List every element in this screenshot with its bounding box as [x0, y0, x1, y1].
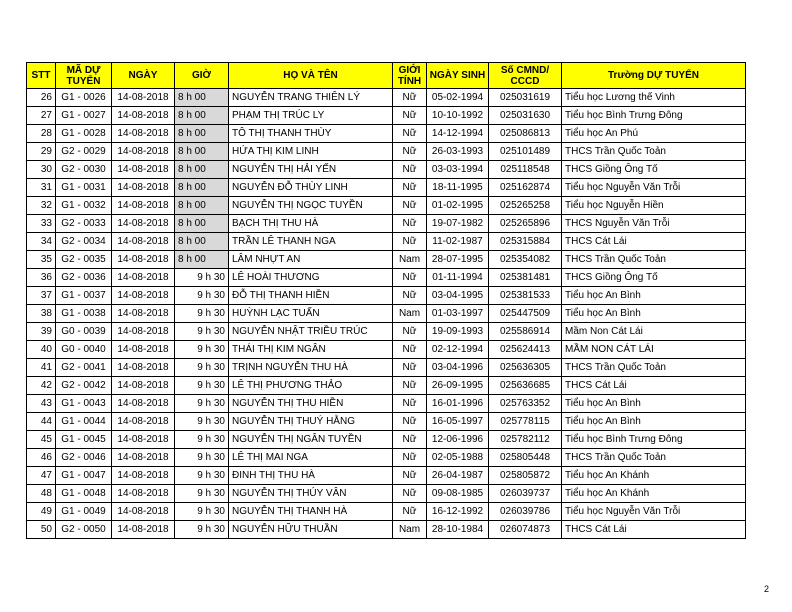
cell-stt: 45 — [27, 431, 56, 449]
cell-stt: 28 — [27, 125, 56, 143]
cell-school: Tiểu học An Bình — [562, 395, 746, 413]
cell-school: Tiểu học An Phú — [562, 125, 746, 143]
table-row — [27, 179, 746, 197]
header-name: HỌ VÀ TÊN — [229, 63, 393, 89]
cell-code: G1 - 0047 — [56, 467, 112, 485]
cell-time: 9 h 30 — [175, 269, 229, 287]
cell-stt: 46 — [27, 449, 56, 467]
table-row — [27, 485, 746, 503]
cell-date: 14-08-2018 — [112, 107, 175, 125]
cell-name: THÁI THỊ KIM NGÂN — [229, 341, 393, 359]
cell-time: 9 h 30 — [175, 359, 229, 377]
cell-id: 025162874 — [489, 179, 562, 197]
cell-time: 8 h 00 — [175, 215, 229, 233]
header-row — [27, 63, 746, 89]
table-row — [27, 197, 746, 215]
cell-stt: 33 — [27, 215, 56, 233]
cell-name: NGUYỄN TRANG THIÊN LÝ — [229, 89, 393, 107]
cell-name: NGUYỄN THỊ NGỌC TUYỀN — [229, 197, 393, 215]
cell-stt: 42 — [27, 377, 56, 395]
cell-time: 8 h 00 — [175, 179, 229, 197]
cell-school: THCS Giồng Ông Tố — [562, 269, 746, 287]
cell-dob: 16-05-1997 — [427, 413, 489, 431]
table-row — [27, 377, 746, 395]
cell-time: 9 h 30 — [175, 467, 229, 485]
cell-id: 025636305 — [489, 359, 562, 377]
cell-time: 8 h 00 — [175, 89, 229, 107]
header-gender: GIỚI TÍNH — [393, 63, 427, 89]
cell-dob: 16-01-1996 — [427, 395, 489, 413]
cell-gender: Nữ — [393, 287, 427, 305]
cell-date: 14-08-2018 — [112, 503, 175, 521]
cell-school: Tiểu học Nguyễn Văn Trỗi — [562, 503, 746, 521]
table-row — [27, 449, 746, 467]
cell-stt: 30 — [27, 161, 56, 179]
cell-id: 025315884 — [489, 233, 562, 251]
cell-id: 025636685 — [489, 377, 562, 395]
cell-stt: 44 — [27, 413, 56, 431]
cell-id: 025805448 — [489, 449, 562, 467]
cell-dob: 11-02-1987 — [427, 233, 489, 251]
cell-date: 14-08-2018 — [112, 323, 175, 341]
cell-time: 9 h 30 — [175, 521, 229, 539]
header-id: Số CMND/ CCCD — [489, 63, 562, 89]
cell-code: G2 - 0042 — [56, 377, 112, 395]
cell-gender: Nữ — [393, 503, 427, 521]
cell-gender: Nữ — [393, 125, 427, 143]
cell-school: THCS Cát Lái — [562, 521, 746, 539]
cell-code: G1 - 0049 — [56, 503, 112, 521]
cell-name: LÊ THỊ MAI NGA — [229, 449, 393, 467]
cell-stt: 29 — [27, 143, 56, 161]
cell-date: 14-08-2018 — [112, 269, 175, 287]
cell-date: 14-08-2018 — [112, 161, 175, 179]
cell-code: G2 - 0035 — [56, 251, 112, 269]
header-stt: STT — [27, 63, 56, 89]
cell-name: LÊ THỊ PHƯƠNG THẢO — [229, 377, 393, 395]
cell-time: 9 h 30 — [175, 449, 229, 467]
cell-school: Tiểu học Nguyễn Hiền — [562, 197, 746, 215]
cell-date: 14-08-2018 — [112, 359, 175, 377]
cell-school: Tiểu học An Bình — [562, 287, 746, 305]
cell-id: 025101489 — [489, 143, 562, 161]
cell-date: 14-08-2018 — [112, 197, 175, 215]
table-row — [27, 125, 746, 143]
table-row — [27, 269, 746, 287]
cell-id: 025381481 — [489, 269, 562, 287]
cell-code: G2 - 0030 — [56, 161, 112, 179]
cell-name: PHẠM THỊ TRÚC LY — [229, 107, 393, 125]
cell-time: 9 h 30 — [175, 377, 229, 395]
cell-dob: 02-12-1994 — [427, 341, 489, 359]
table-row — [27, 143, 746, 161]
cell-name: TRỊNH NGUYỄN THU HÀ — [229, 359, 393, 377]
cell-school: Tiểu học An Khánh — [562, 467, 746, 485]
table-row — [27, 305, 746, 323]
cell-code: G1 - 0028 — [56, 125, 112, 143]
table-body — [27, 89, 746, 539]
cell-time: 9 h 30 — [175, 305, 229, 323]
cell-school: Tiểu học Bình Trưng Đông — [562, 107, 746, 125]
cell-school: Mầm Non Cát Lái — [562, 323, 746, 341]
cell-school: Tiểu học Bình Trưng Đông — [562, 431, 746, 449]
header-code: MÃ DỰ TUYỂN — [56, 63, 112, 89]
cell-date: 14-08-2018 — [112, 305, 175, 323]
cell-code: G1 - 0027 — [56, 107, 112, 125]
cell-school: THCS Cát Lái — [562, 233, 746, 251]
cell-school: THCS Nguyễn Văn Trỗi — [562, 215, 746, 233]
cell-time: 9 h 30 — [175, 485, 229, 503]
cell-stt: 35 — [27, 251, 56, 269]
cell-dob: 05-02-1994 — [427, 89, 489, 107]
table-row — [27, 215, 746, 233]
cell-time: 9 h 30 — [175, 287, 229, 305]
cell-time: 8 h 00 — [175, 125, 229, 143]
cell-id: 025782112 — [489, 431, 562, 449]
table-row — [27, 323, 746, 341]
cell-id: 025354082 — [489, 251, 562, 269]
cell-gender: Nữ — [393, 179, 427, 197]
cell-name: HỨA THỊ KIM LINH — [229, 143, 393, 161]
cell-id: 025778115 — [489, 413, 562, 431]
cell-dob: 03-04-1996 — [427, 359, 489, 377]
cell-dob: 03-04-1995 — [427, 287, 489, 305]
cell-dob: 10-10-1992 — [427, 107, 489, 125]
cell-gender: Nữ — [393, 377, 427, 395]
cell-school: THCS Trần Quốc Toản — [562, 251, 746, 269]
table-row — [27, 521, 746, 539]
cell-gender: Nữ — [393, 89, 427, 107]
cell-code: G2 - 0034 — [56, 233, 112, 251]
cell-stt: 48 — [27, 485, 56, 503]
cell-gender: Nam — [393, 251, 427, 269]
table-row — [27, 359, 746, 377]
cell-gender: Nữ — [393, 197, 427, 215]
cell-id: 025586914 — [489, 323, 562, 341]
cell-name: BẠCH THỊ THU HÀ — [229, 215, 393, 233]
cell-id: 025118548 — [489, 161, 562, 179]
cell-dob: 12-06-1996 — [427, 431, 489, 449]
cell-stt: 47 — [27, 467, 56, 485]
cell-id: 025031619 — [489, 89, 562, 107]
cell-school: THCS Trần Quốc Toản — [562, 449, 746, 467]
cell-date: 14-08-2018 — [112, 215, 175, 233]
cell-dob: 26-04-1987 — [427, 467, 489, 485]
cell-code: G2 - 0041 — [56, 359, 112, 377]
cell-code: G1 - 0043 — [56, 395, 112, 413]
cell-code: G1 - 0032 — [56, 197, 112, 215]
cell-time: 8 h 00 — [175, 143, 229, 161]
cell-code: G2 - 0036 — [56, 269, 112, 287]
cell-stt: 43 — [27, 395, 56, 413]
cell-dob: 14-12-1994 — [427, 125, 489, 143]
cell-gender: Nữ — [393, 485, 427, 503]
cell-gender: Nữ — [393, 215, 427, 233]
cell-date: 14-08-2018 — [112, 233, 175, 251]
cell-id: 026039786 — [489, 503, 562, 521]
cell-school: Tiểu học An Khánh — [562, 485, 746, 503]
cell-date: 14-08-2018 — [112, 395, 175, 413]
table-header — [27, 63, 746, 89]
header-time: GIỜ — [175, 63, 229, 89]
cell-dob: 19-09-1993 — [427, 323, 489, 341]
cell-time: 8 h 00 — [175, 233, 229, 251]
cell-dob: 26-09-1995 — [427, 377, 489, 395]
cell-code: G1 - 0048 — [56, 485, 112, 503]
cell-stt: 31 — [27, 179, 56, 197]
cell-date: 14-08-2018 — [112, 89, 175, 107]
cell-gender: Nữ — [393, 395, 427, 413]
cell-code: G1 - 0031 — [56, 179, 112, 197]
cell-id: 025447509 — [489, 305, 562, 323]
cell-id: 025381533 — [489, 287, 562, 305]
cell-school: THCS Trần Quốc Toản — [562, 359, 746, 377]
cell-name: NGUYỄN THỊ NGÂN TUYỀN — [229, 431, 393, 449]
cell-stt: 50 — [27, 521, 56, 539]
cell-code: G2 - 0029 — [56, 143, 112, 161]
cell-time: 9 h 30 — [175, 431, 229, 449]
cell-id: 025086813 — [489, 125, 562, 143]
table-row — [27, 395, 746, 413]
cell-dob: 01-03-1997 — [427, 305, 489, 323]
cell-stt: 34 — [27, 233, 56, 251]
cell-name: ĐỖ THỊ THANH HIỀN — [229, 287, 393, 305]
cell-stt: 49 — [27, 503, 56, 521]
cell-gender: Nữ — [393, 323, 427, 341]
cell-name: NGUYỄN THỊ HẢI YẾN — [229, 161, 393, 179]
cell-gender: Nữ — [393, 269, 427, 287]
cell-gender: Nữ — [393, 431, 427, 449]
table-row — [27, 233, 746, 251]
cell-date: 14-08-2018 — [112, 143, 175, 161]
cell-date: 14-08-2018 — [112, 485, 175, 503]
table-row — [27, 89, 746, 107]
cell-time: 8 h 00 — [175, 197, 229, 215]
cell-name: LÊ HOÀI THƯƠNG — [229, 269, 393, 287]
cell-id: 025265896 — [489, 215, 562, 233]
cell-code: G1 - 0044 — [56, 413, 112, 431]
cell-code: G2 - 0046 — [56, 449, 112, 467]
cell-code: G0 - 0040 — [56, 341, 112, 359]
cell-stt: 26 — [27, 89, 56, 107]
cell-date: 14-08-2018 — [112, 125, 175, 143]
cell-dob: 03-03-1994 — [427, 161, 489, 179]
cell-time: 9 h 30 — [175, 323, 229, 341]
cell-dob: 01-11-1994 — [427, 269, 489, 287]
cell-name: TÔ THỊ THANH THÙY — [229, 125, 393, 143]
table-row — [27, 287, 746, 305]
cell-dob: 16-12-1992 — [427, 503, 489, 521]
cell-school: Tiểu học An Bình — [562, 305, 746, 323]
table-row — [27, 413, 746, 431]
cell-stt: 40 — [27, 341, 56, 359]
cell-stt: 37 — [27, 287, 56, 305]
cell-code: G2 - 0033 — [56, 215, 112, 233]
cell-code: G1 - 0045 — [56, 431, 112, 449]
cell-code: G1 - 0038 — [56, 305, 112, 323]
table-row — [27, 161, 746, 179]
cell-dob: 01-02-1995 — [427, 197, 489, 215]
cell-name: TRẦN LÊ THANH NGA — [229, 233, 393, 251]
cell-name: NGUYỄN THỊ THÚY VÂN — [229, 485, 393, 503]
table-row — [27, 251, 746, 269]
cell-gender: Nữ — [393, 467, 427, 485]
cell-time: 8 h 00 — [175, 107, 229, 125]
header-school: Trường DỰ TUYỂN — [562, 63, 746, 89]
cell-time: 9 h 30 — [175, 503, 229, 521]
cell-gender: Nữ — [393, 107, 427, 125]
candidate-table — [26, 62, 746, 539]
cell-id: 026039737 — [489, 485, 562, 503]
cell-date: 14-08-2018 — [112, 449, 175, 467]
table-row — [27, 107, 746, 125]
table-row — [27, 431, 746, 449]
cell-name: NGUYỄN THỊ THUÝ HẰNG — [229, 413, 393, 431]
cell-id: 025763352 — [489, 395, 562, 413]
cell-name: NGUYỄN NHẬT TRIỀU TRÚC — [229, 323, 393, 341]
cell-date: 14-08-2018 — [112, 431, 175, 449]
table-row — [27, 467, 746, 485]
cell-stt: 32 — [27, 197, 56, 215]
cell-stt: 41 — [27, 359, 56, 377]
cell-code: G0 - 0039 — [56, 323, 112, 341]
cell-time: 9 h 30 — [175, 413, 229, 431]
cell-code: G1 - 0026 — [56, 89, 112, 107]
cell-date: 14-08-2018 — [112, 377, 175, 395]
cell-name: NGUYỄN THỊ THANH HÀ — [229, 503, 393, 521]
cell-gender: Nữ — [393, 161, 427, 179]
cell-time: 9 h 30 — [175, 341, 229, 359]
cell-time: 8 h 00 — [175, 251, 229, 269]
cell-school: Tiểu học Lương thế Vinh — [562, 89, 746, 107]
cell-stt: 36 — [27, 269, 56, 287]
cell-school: THCS Cát Lái — [562, 377, 746, 395]
cell-gender: Nữ — [393, 143, 427, 161]
cell-dob: 19-07-1982 — [427, 215, 489, 233]
cell-school: THCS Giồng Ông Tố — [562, 161, 746, 179]
cell-name: LÂM NHỰT AN — [229, 251, 393, 269]
cell-name: NGUYỄN ĐỖ THÙY LINH — [229, 179, 393, 197]
cell-stt: 27 — [27, 107, 56, 125]
cell-name: NGUYỄN THỊ THU HIỀN — [229, 395, 393, 413]
cell-gender: Nữ — [393, 359, 427, 377]
cell-gender: Nữ — [393, 449, 427, 467]
cell-gender: Nữ — [393, 233, 427, 251]
cell-school: Tiểu học Nguyễn Văn Trỗi — [562, 179, 746, 197]
cell-date: 14-08-2018 — [112, 179, 175, 197]
cell-stt: 38 — [27, 305, 56, 323]
table-row — [27, 341, 746, 359]
table-row — [27, 503, 746, 521]
cell-gender: Nam — [393, 305, 427, 323]
cell-id: 026074873 — [489, 521, 562, 539]
cell-gender: Nữ — [393, 341, 427, 359]
cell-dob: 28-07-1995 — [427, 251, 489, 269]
cell-school: Tiểu học An Bình — [562, 413, 746, 431]
cell-code: G1 - 0037 — [56, 287, 112, 305]
cell-dob: 02-05-1988 — [427, 449, 489, 467]
cell-school: THCS Trần Quốc Toản — [562, 143, 746, 161]
cell-code: G2 - 0050 — [56, 521, 112, 539]
cell-gender: Nam — [393, 521, 427, 539]
cell-dob: 28-10-1984 — [427, 521, 489, 539]
cell-time: 9 h 30 — [175, 395, 229, 413]
cell-name: NGUYỄN HỮU THUẦN — [229, 521, 393, 539]
cell-date: 14-08-2018 — [112, 251, 175, 269]
cell-date: 14-08-2018 — [112, 287, 175, 305]
cell-id: 025265258 — [489, 197, 562, 215]
cell-name: ĐINH THỊ THU HÀ — [229, 467, 393, 485]
header-dob: NGÀY SINH — [427, 63, 489, 89]
cell-date: 14-08-2018 — [112, 467, 175, 485]
cell-date: 14-08-2018 — [112, 341, 175, 359]
cell-name: HUỲNH LẠC TUẤN — [229, 305, 393, 323]
cell-date: 14-08-2018 — [112, 413, 175, 431]
cell-id: 025805872 — [489, 467, 562, 485]
cell-school: MẦM NON CÁT LÁI — [562, 341, 746, 359]
header-date: NGÀY — [112, 63, 175, 89]
cell-dob: 18-11-1995 — [427, 179, 489, 197]
cell-dob: 09-08-1985 — [427, 485, 489, 503]
cell-id: 025031630 — [489, 107, 562, 125]
cell-time: 8 h 00 — [175, 161, 229, 179]
cell-date: 14-08-2018 — [112, 521, 175, 539]
cell-id: 025624413 — [489, 341, 562, 359]
cell-stt: 39 — [27, 323, 56, 341]
cell-gender: Nữ — [393, 413, 427, 431]
page-number: 2 — [764, 584, 770, 594]
cell-dob: 26-03-1993 — [427, 143, 489, 161]
